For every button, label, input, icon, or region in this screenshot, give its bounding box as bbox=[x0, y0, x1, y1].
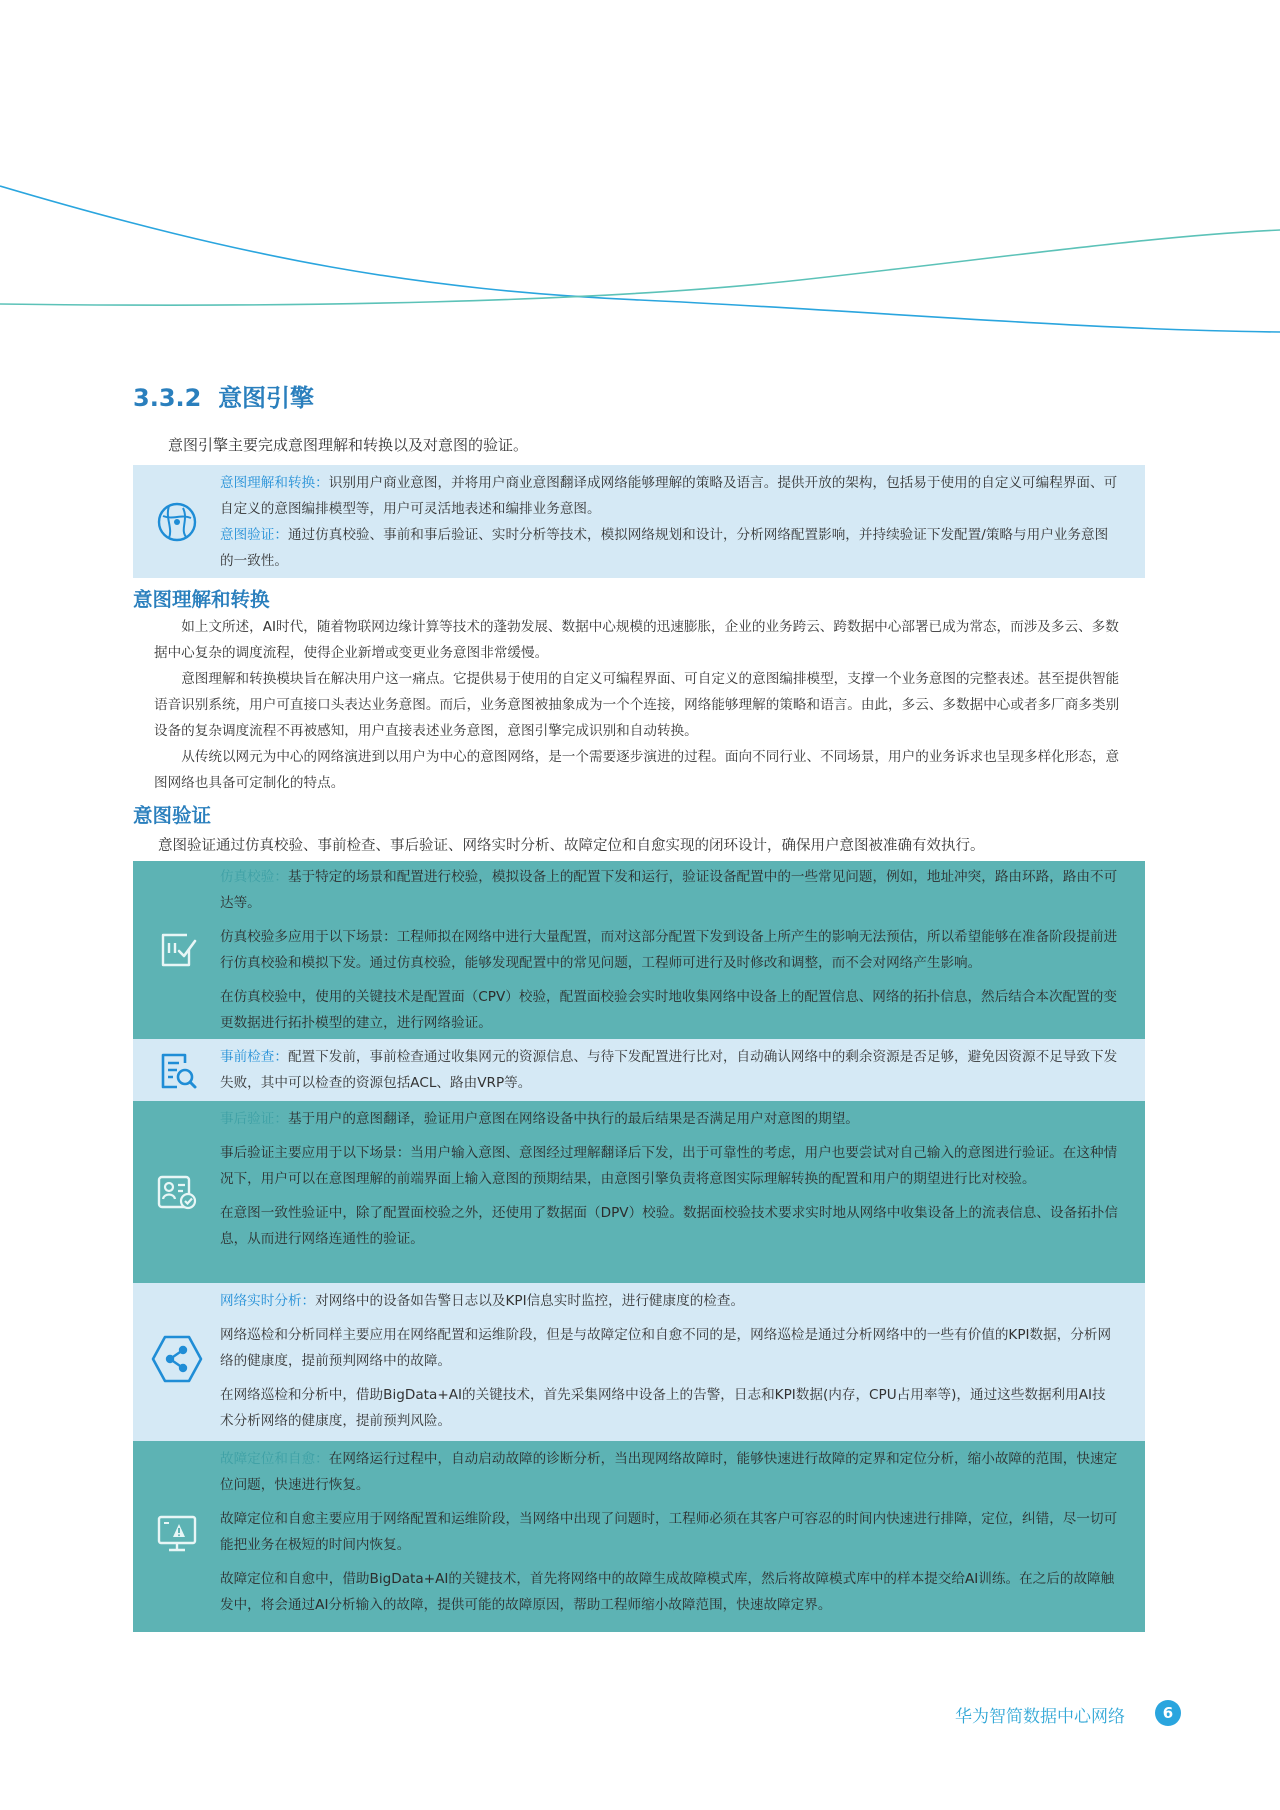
pre-check-text: 配置下发前，事前检查通过收集网元的资源信息、与待下发配置进行比对，自动确认网络中的剩余资源是否足够，避免因资源不足导致下发失败，其中可以检查的资源包括ACL、路由VRP等。 bbox=[220, 1049, 1118, 1091]
summary-item-lead: 意图理解和转换： bbox=[220, 475, 329, 491]
fault-text: 在网络运行过程中，自动启动故障的诊断分析，当出现网络故障时，能够快速进行故障的定界和定位分析，缩小故障的范围，快速定位问题，快速进行恢复。 bbox=[220, 1451, 1118, 1493]
simulation-body bbox=[220, 864, 1119, 1036]
body-paragraph: 如上文所述，AI时代，随着物联网边缘计算等技术的蓬勃发展、数据中心规模的迅速膨胀，企业的业务跨云、跨数据中心部署已成为常态，而涉及多云、多数据中心复杂的调度流程，使得企业新增或变更业务意图非常缓慢。 bbox=[154, 619, 1119, 661]
post-check-p1 bbox=[220, 1106, 1119, 1132]
simulation-panel bbox=[133, 861, 1145, 1039]
section-heading bbox=[133, 378, 314, 413]
summary-item-lead: 意图验证： bbox=[220, 527, 288, 543]
section-title: 意图引擎 bbox=[218, 384, 315, 412]
checklist-icon bbox=[155, 927, 199, 971]
fault-p2: 故障定位和自愈主要应用于网络配置和运维阶段，当网络中出现了问题时，工程师必须在其客户可容忍的时间内快速进行排障，定位，纠错，尽一切可能把业务在极短的时间内恢复。 bbox=[220, 1511, 1118, 1553]
pre-check-panel bbox=[133, 1039, 1145, 1101]
post-check-p3: 在意图一致性验证中，除了配置面校验之外，还使用了数据面（DPV）校验。数据面校验技术要求实时地从网络中收集设备上的流表信息、设备拓扑信息，从而进行网络连通性的验证。 bbox=[220, 1205, 1118, 1247]
understanding-title: 意图理解和转换 bbox=[133, 588, 270, 611]
user-verify-icon bbox=[155, 1169, 199, 1213]
realtime-body bbox=[220, 1288, 1119, 1434]
fault-body bbox=[220, 1446, 1119, 1618]
globe-network-icon bbox=[155, 500, 199, 544]
simulation-text: 基于特定的场景和配置进行校验，模拟设备上的配置下发和运行，验证设备配置中的一些常见问题，例如，地址冲突，路由环路，路由不可达等。 bbox=[220, 869, 1118, 911]
document-search-icon bbox=[155, 1049, 199, 1093]
body-paragraph: 意图理解和转换模块旨在解决用户这一痛点。它提供易于使用的自定义可编程界面、可自定义的意图编排模型，支撑一个业务意图的完整表述。甚至提供智能语音识别系统，用户可直接口头表达业务意图。而后，业务意图被抽象成为一个个连接，网络能够理解的策略和语言。由此，多云、多数据中心或者多厂商多类别设备的复杂调度流程不再被感知，用户直接表述业务意图，意图引擎完成识别和自动转换。 bbox=[154, 671, 1120, 739]
summary-item-verification bbox=[220, 522, 1119, 574]
fault-p1 bbox=[220, 1446, 1119, 1498]
section-intro: 意图引擎主要完成意图理解和转换以及对意图的验证。 bbox=[168, 436, 529, 454]
simulation-p1 bbox=[220, 864, 1119, 916]
summary-box bbox=[133, 465, 1145, 578]
header-decoration bbox=[0, 0, 1280, 360]
realtime-p2: 网络巡检和分析同样主要应用在网络配置和运维阶段，但是与故障定位和自愈不同的是，网络巡检是通过分析网络中的一些有价值的KPI数据，分析网络的健康度，提前预判网络中的故障。 bbox=[220, 1327, 1112, 1369]
body-paragraph: 从传统以网元为中心的网络演进到以用户为中心的意图网络，是一个需要逐步演进的过程。面向不同行业、不同场景，用户的业务诉求也呈现多样化形态，意图网络也具备可定制化的特点。 bbox=[154, 749, 1120, 791]
pre-check-body bbox=[220, 1044, 1119, 1096]
footer-title: 华为智简数据中心网络 bbox=[955, 1707, 1125, 1727]
post-check-lead: 事后验证： bbox=[220, 1111, 288, 1127]
summary-body bbox=[220, 470, 1119, 574]
section-number: 3.3.2 bbox=[133, 384, 202, 412]
realtime-panel bbox=[133, 1283, 1145, 1441]
summary-item-understanding bbox=[220, 470, 1119, 522]
post-check-p2: 事后验证主要应用于以下场景：当用户输入意图、意图经过理解翻译后下发，出于可靠性的考虑，用户也要尝试对自己输入的意图进行验证。在这种情况下，用户可以在意图理解的前端界面上输入意图的预期结果，由意图引擎负责将意图实际理解转换的配置和用户的期望进行比对校验。 bbox=[220, 1145, 1118, 1187]
fault-lead: 故障定位和自愈： bbox=[220, 1451, 329, 1467]
post-check-text: 基于用户的意图翻译，验证用户意图在网络设备中执行的最后结果是否满足用户对意图的期望。 bbox=[287, 1111, 859, 1127]
page-number: 6 bbox=[1155, 1700, 1181, 1726]
realtime-text: 对网络中的设备如告警日志以及KPI信息实时监控，进行健康度的检查。 bbox=[315, 1293, 745, 1309]
verification-intro: 意图验证通过仿真校验、事前检查、事后验证、网络实时分析、故障定位和自愈实现的闭环设计，确保用户意图被准确有效执行。 bbox=[158, 838, 985, 854]
monitor-alert-icon bbox=[155, 1511, 199, 1555]
fault-panel bbox=[133, 1441, 1145, 1632]
simulation-lead: 仿真校验： bbox=[220, 869, 288, 885]
summary-item-text: 识别用户商业意图，并将用户商业意图翻译成网络能够理解的策略及语言。提供开放的架构，包括易于使用的自定义可编程界面、可自定义的意图编排模型等，用户可灵活地表述和编排业务意图。 bbox=[220, 475, 1118, 517]
verification-title: 意图验证 bbox=[133, 804, 212, 827]
pre-check-p1 bbox=[220, 1044, 1119, 1096]
understanding-body bbox=[154, 614, 1122, 796]
realtime-p1 bbox=[220, 1288, 1119, 1314]
realtime-p3: 在网络巡检和分析中，借助BigData+AI的关键技术，首先采集网络中设备上的告警，日志和KPI数据(内存，CPU占用率等)，通过这些数据利用AI技术分析网络的健康度，提前预判风险。 bbox=[220, 1387, 1106, 1429]
post-check-panel bbox=[133, 1101, 1145, 1283]
simulation-p2: 仿真校验多应用于以下场景：工程师拟在网络中进行大量配置，而对这部分配置下发到设备上所产生的影响无法预估，所以希望能够在准备阶段提前进行仿真校验和模拟下发。通过仿真校验，能够发现配置中的常见问题，工程师可进行及时修改和调整，而不会对网络产生影响。 bbox=[220, 929, 1118, 971]
summary-item-text: 通过仿真校验、事前和事后验证、实时分析等技术，模拟网络规划和设计，分析网络配置影响，并持续验证下发配置/策略与用户业务意图的一致性。 bbox=[220, 527, 1109, 569]
simulation-p3: 在仿真校验中，使用的关键技术是配置面（CPV）校验，配置面校验会实时地收集网络中设备上的配置信息、网络的拓扑信息，然后结合本次配置的变更数据进行拓扑模型的建立，进行网络验证。 bbox=[220, 989, 1117, 1031]
realtime-lead: 网络实时分析： bbox=[220, 1293, 316, 1309]
share-network-icon bbox=[151, 1333, 203, 1385]
pre-check-lead: 事前检查： bbox=[220, 1049, 288, 1065]
fault-p3: 故障定位和自愈中，借助BigData+AI的关键技术，首先将网络中的故障生成故障模式库，然后将故障模式库中的样本提交给AI训练。在之后的故障触发中，将会通过AI分析输入的故障，提供可能的故障原因，帮助工程师缩小故障范围，快速故障定界。 bbox=[220, 1571, 1115, 1613]
post-check-body bbox=[220, 1106, 1119, 1252]
